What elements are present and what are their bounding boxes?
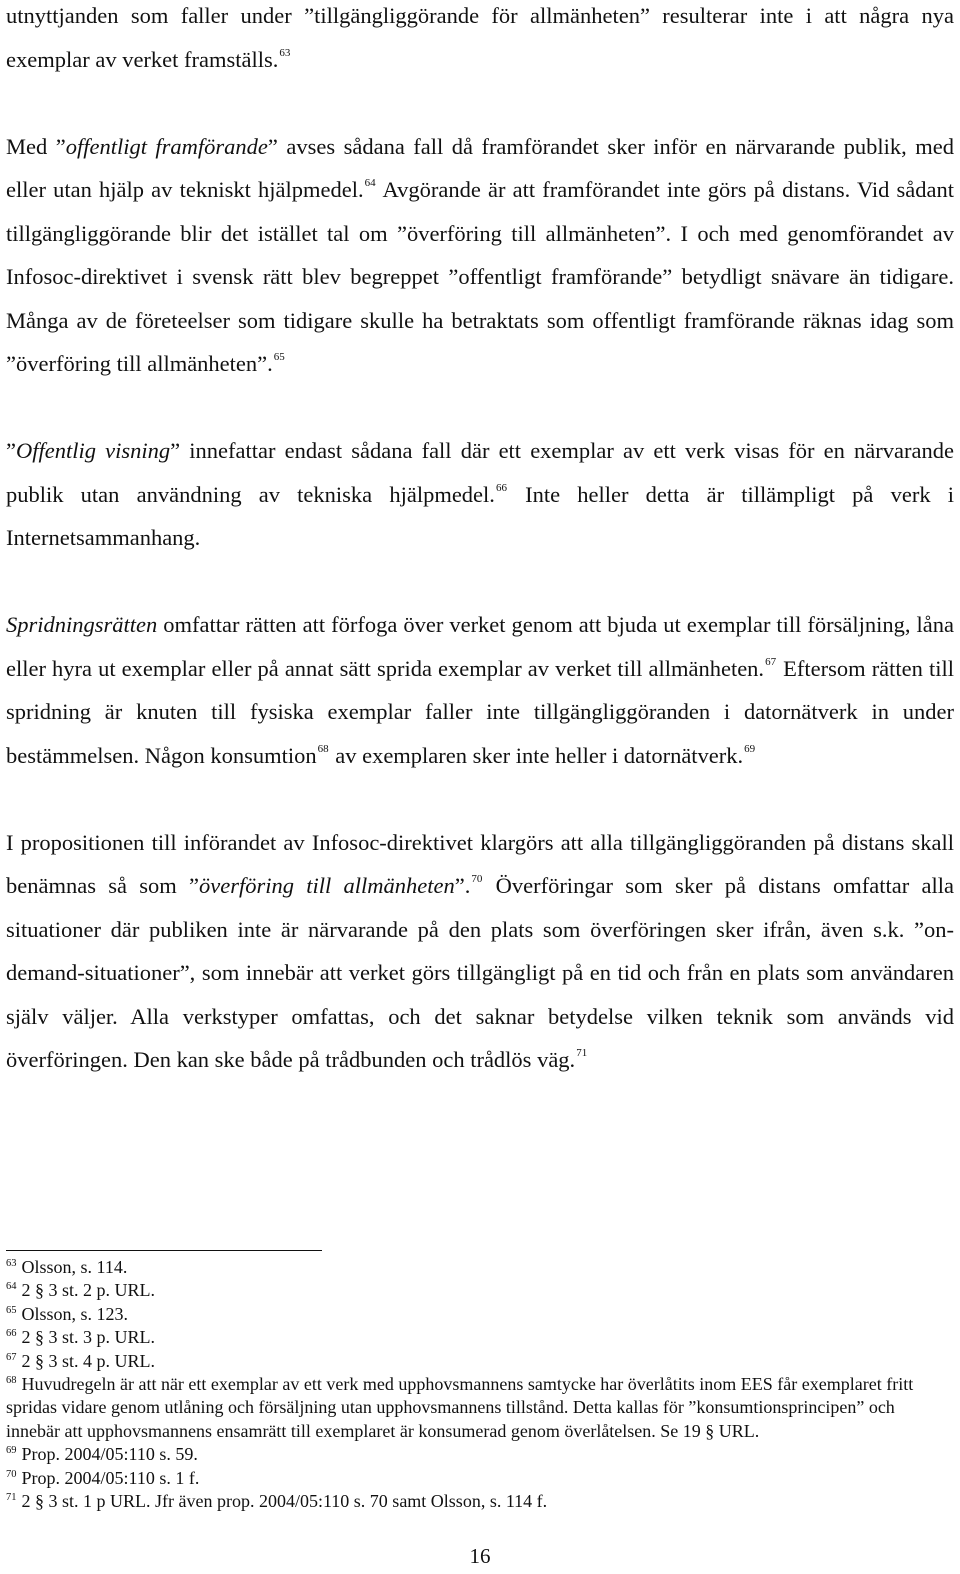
footnote-text: Olsson, s. 123. bbox=[21, 1303, 129, 1324]
footnote bbox=[6, 1490, 946, 1513]
paragraph bbox=[6, 821, 954, 1082]
footnote-number: 63 bbox=[6, 1258, 17, 1269]
paragraph bbox=[6, 0, 954, 81]
footnote bbox=[6, 1326, 946, 1349]
emphasized-term: offentligt framförande bbox=[65, 133, 268, 159]
footnote-number: 71 bbox=[6, 1492, 17, 1504]
footnote-text: Prop. 2004/05:110 s. 1 f. bbox=[21, 1467, 200, 1488]
paragraph bbox=[6, 603, 954, 777]
text-run: av exemplaren sker inte heller i datornätverk. bbox=[329, 742, 744, 768]
footnote-number: 66 bbox=[6, 1328, 17, 1340]
footnote-reference: 71 bbox=[576, 1047, 588, 1059]
footnote-reference: 67 bbox=[765, 655, 777, 668]
text-run: Avgörande är att framförandet inte görs på distans. Vid sådant tillgängliggörande blir det istället tal om ”överföring till allmänheten”. I och med genomförandet av Infosoc-direktivet i svensk rätt blev begreppet ”offentligt framförande” betydligt snävare än tidigare. Många av de företeelser som tidigare skulle ha betraktats som offentligt framförande räknas idag som ”överföring till allmänheten”. bbox=[6, 177, 954, 376]
text-run: I propositionen till införandet av Infosoc-direktivet klargörs att alla tillgängliggöranden på distans skall benämnas så som ” bbox=[6, 829, 954, 898]
text-run: Överföringar som sker på distans omfattar alla situationer där publiken inte är närvarande på den plats som överföringen sker ifrån, även s.k. ”on-demand-situationer”, som innebär att verket görs tillgängligt på en tid och från en plats som användaren själv väljer. Alla verkstyper omfattas, och det saknar betydelse vilken teknik som används vid överföringen. Den kan ske både på trådbunden och trådlös väg. bbox=[6, 873, 954, 1072]
text-run: ” innefattar endast sådana fall där ett exemplar av ett verk visas för en närvarande publik utan användning av tekniska hjälpmedel. bbox=[6, 438, 954, 507]
text-run: ”. bbox=[454, 873, 471, 898]
footnote-text: 2 § 3 st. 1 p URL. Jfr även prop. 2004/05:110 s. 70 samt Olsson, s. 114 f. bbox=[21, 1491, 548, 1512]
footnote bbox=[6, 1256, 946, 1279]
body-text bbox=[6, 0, 954, 1082]
footnote-number: 65 bbox=[6, 1304, 17, 1316]
footnote-reference: 70 bbox=[471, 873, 483, 885]
footnote bbox=[6, 1350, 946, 1373]
footnote-number: 69 bbox=[6, 1445, 17, 1457]
paragraph bbox=[6, 429, 954, 560]
emphasized-term: överföring till allmänheten bbox=[198, 873, 455, 898]
text-run: Med ” bbox=[6, 133, 66, 159]
footnote-text: Huvudregeln är att när ett exemplar av ett verk med upphovsmannens samtycke har överlåtits inom EES får exemplaret fritt spridas vidare genom utlåning och försäljning utan upphovsmannens tillstånd. Detta kallas för ”konsumtionsprincipen” och innebär att upphovsmannens ensamrätt till exemplaret är konsumerad genom överlåtelsen. Se 19 § URL. bbox=[6, 1374, 914, 1441]
footnote-text: Olsson, s. 114. bbox=[21, 1257, 128, 1277]
text-run: omfattar rätten att förfoga över verket genom att bjuda ut exemplar till försäljning, låna eller hyra ut exemplar eller på annat sätt sprida exemplar av verket till allmänheten. bbox=[6, 612, 954, 681]
footnote-text: 2 § 3 st. 3 p. URL. bbox=[21, 1327, 156, 1348]
footnote-reference: 69 bbox=[744, 742, 756, 755]
footnote-reference: 68 bbox=[317, 742, 329, 755]
emphasized-term: Offentlig visning bbox=[16, 438, 171, 463]
footnote-reference: 66 bbox=[495, 481, 507, 494]
footnote-number: 67 bbox=[6, 1351, 17, 1363]
footnote bbox=[6, 1303, 946, 1326]
text-run: ” bbox=[6, 438, 16, 463]
footnote bbox=[6, 1373, 946, 1443]
footnote-number: 68 bbox=[6, 1375, 17, 1387]
footnotes bbox=[6, 1256, 946, 1513]
text-run: utnyttjanden som faller under ”tillgängliggörande för allmänheten” resulterar inte i att några nya exemplar av verket framställs. bbox=[6, 3, 954, 72]
footnote-reference: 64 bbox=[364, 177, 376, 189]
text-run: ” avses sådana fall då framförandet sker inför en närvarande publik, med eller utan hjälp av tekniskt hjälpmedel. bbox=[6, 133, 954, 202]
footnote bbox=[6, 1467, 946, 1490]
text-run: Inte heller detta är tillämpligt på verk i Internetsammanhang. bbox=[6, 481, 954, 550]
page-number: 16 bbox=[469, 1544, 491, 1568]
paragraph bbox=[6, 125, 954, 386]
footnote bbox=[6, 1443, 946, 1466]
footnote-number: 70 bbox=[6, 1468, 17, 1480]
emphasized-term: Spridningsrätten bbox=[6, 612, 158, 637]
footnote-text: 2 § 3 st. 4 p. URL. bbox=[21, 1350, 156, 1371]
footnote-reference: 63 bbox=[279, 46, 291, 59]
footnote-separator bbox=[6, 1250, 322, 1251]
footnote-number: 64 bbox=[6, 1281, 17, 1293]
footnote-text: Prop. 2004/05:110 s. 59. bbox=[21, 1444, 198, 1465]
text-run: Eftersom rätten till spridning är knuten till fysiska exemplar faller inte tillgängliggöranden i datornätverk in under bestämmelsen. Någon konsumtion bbox=[6, 655, 954, 768]
footnote-text: 2 § 3 st. 2 p. URL. bbox=[21, 1280, 156, 1301]
footnote bbox=[6, 1279, 946, 1302]
footnote-reference: 65 bbox=[273, 351, 285, 363]
